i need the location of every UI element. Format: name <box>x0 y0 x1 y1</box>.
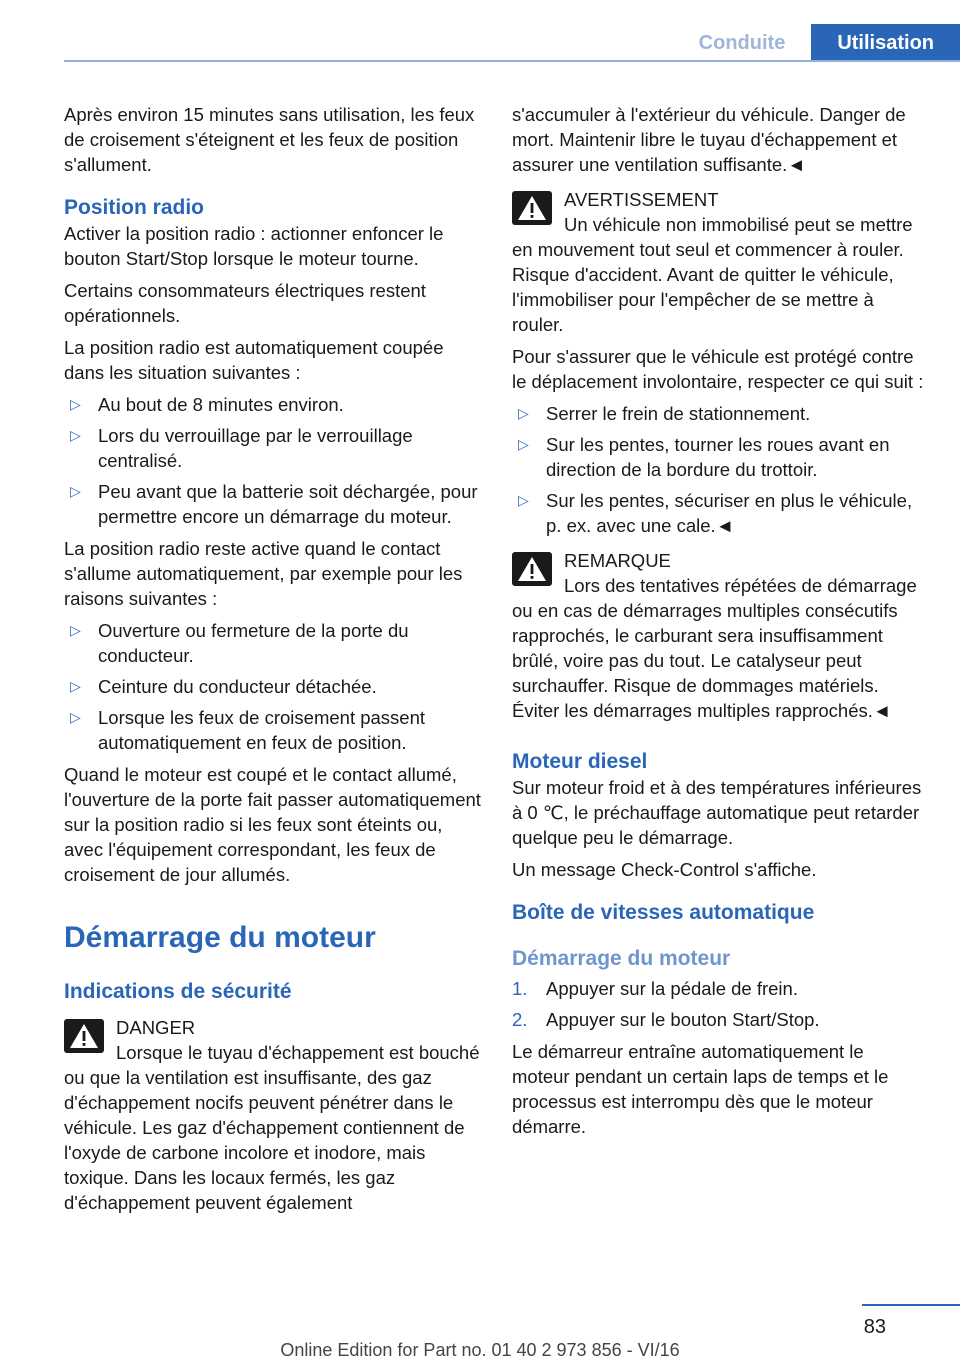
warning-triangle-icon <box>512 552 552 586</box>
warning-triangle-icon <box>512 191 552 225</box>
list-item-text: Appuyer sur le bouton Start/Stop. <box>546 1009 820 1030</box>
intro-paragraph: Après environ 15 minutes sans utilisation, les feux de croisement s'éteignent et les feux de position s'allument. <box>64 104 475 175</box>
radio-paragraph-3: La position radio est automatiquement coupée dans les situation suivantes : <box>64 337 444 383</box>
list-item-text: Sur les pentes, tourner les roues avant en direction de la bordure du trottoir. <box>546 434 890 480</box>
final-paragraph: Le démarreur entraîne automatiquement le moteur pendant un certain laps de temps et le processus est interrompu dès que le moteur démarre. <box>512 1041 889 1137</box>
header-rule <box>64 60 960 62</box>
warning-text: Un véhicule non immobilisé peut se mettre en mouvement tout seul et commencer à rouler. Risque d'accident. Avant de quitter le véhicule, l'immobiliser pour l'empêcher de se mettre à rouler. <box>512 214 913 335</box>
radio-heading: Position radio <box>64 196 205 219</box>
warning-triangle-icon <box>64 1019 104 1053</box>
note-notice <box>512 548 926 723</box>
diesel-paragraph-1: Sur moteur froid et à des températures inférieures à 0 ℃, le préchauffage automatique peut retarder quelque peu le démarrage. <box>512 777 922 848</box>
radio-active-list <box>64 618 484 755</box>
list-item <box>64 423 484 473</box>
radio-paragraph-5: Quand le moteur est coupé et le contact allumé, l'ouverture de la porte fait passer automatiquement sur la position radio si les feux sont éteints ou, avec l'équipement correspondant, les feux de croisement de jour allumés. <box>64 764 481 885</box>
warning-notice <box>512 187 926 337</box>
list-item <box>64 392 484 417</box>
engine-start-heading: Démarrage du moteur <box>512 947 731 970</box>
diesel-heading: Moteur diesel <box>512 750 648 773</box>
radio-paragraph-2: Certains consommateurs électriques restent opérationnels. <box>64 280 426 326</box>
left-column <box>64 102 484 1222</box>
list-item <box>64 674 484 699</box>
step-number: 1. <box>512 978 528 999</box>
triangle-right-icon: ▷ <box>70 396 81 412</box>
list-item-text: Peu avant que la batterie soit déchargée, pour permettre encore un démarrage du moteur. <box>98 481 478 527</box>
triangle-right-icon: ▷ <box>518 405 529 421</box>
triangle-right-icon: ▷ <box>70 483 81 499</box>
list-item <box>512 432 926 482</box>
list-item-text: Serrer le frein de stationnement. <box>546 403 811 424</box>
list-item <box>512 1007 926 1032</box>
start-steps-list <box>512 976 926 1032</box>
triangle-right-icon: ▷ <box>518 492 529 508</box>
warning-title: AVERTISSEMENT <box>564 189 719 210</box>
list-item <box>64 618 484 668</box>
header-tabs <box>673 24 960 62</box>
list-item-text: Ouverture ou fermeture de la porte du conducteur. <box>98 620 409 666</box>
note-title: REMARQUE <box>564 550 671 571</box>
radio-paragraph-1: Activer la position radio : actionner enfoncer le bouton Start/Stop lorsque le moteur tourne. <box>64 223 444 269</box>
list-item <box>64 705 484 755</box>
list-item <box>512 976 926 1001</box>
secure-list <box>512 401 926 538</box>
list-item-text: Ceinture du conducteur détachée. <box>98 676 377 697</box>
list-item <box>512 401 926 426</box>
list-item-text: Lors du verrouillage par le verrouillage centralisé. <box>98 425 413 471</box>
triangle-right-icon: ▷ <box>70 709 81 725</box>
danger-text: Lorsque le tuyau d'échappement est bouché ou que la ventilation est insuffisante, des gaz d'échappement nocifs peuvent pénétrer dans le véhicule. Les gaz d'échappement contiennent de l'oxyde de carbone incolore et inodore, mais toxique. Dans les locaux fermés, les gaz d'échappement peuvent également <box>64 1042 480 1213</box>
danger-notice <box>64 1015 484 1215</box>
diesel-paragraph-2: Un message Check-Control s'affiche. <box>512 859 817 880</box>
danger-title: DANGER <box>116 1017 196 1038</box>
danger-continuation: s'accumuler à l'extérieur du véhicule. Danger de mort. Maintenir libre le tuyau d'échappement et assurer une ventilation suffisante.◄ <box>512 104 906 175</box>
page-number: 83 <box>863 1316 886 1338</box>
list-item-text: Appuyer sur la pédale de frein. <box>546 978 798 999</box>
secure-paragraph: Pour s'assurer que le véhicule est protégé contre le déplacement involontaire, respecter ce qui suit : <box>512 346 924 392</box>
list-item <box>64 479 484 529</box>
list-item-text: Au bout de 8 minutes environ. <box>98 394 344 415</box>
triangle-right-icon: ▷ <box>518 436 529 452</box>
automatic-gearbox-heading: Boîte de vitesses automatique <box>512 901 815 924</box>
footer-rule <box>862 1304 960 1306</box>
list-item-text: Lorsque les feux de croisement passent automatiquement en feux de position. <box>98 707 426 753</box>
right-column <box>512 102 926 1146</box>
note-text: Lors des tentatives répétées de démarrage ou en cas de démarrages multiples consécutifs rapprochés, le carburant sera insuffisamment brûlé, voire pas du tout. Le catalyseur peut surchauffer. Risque de dommages matériels. Éviter les démarrages multiples rapprochés.◄ <box>512 575 917 721</box>
tab-conduite[interactable]: Conduite <box>673 24 812 62</box>
step-number: 2. <box>512 1009 528 1030</box>
chapter-heading: Démarrage du moteur <box>64 921 376 954</box>
edition-footer: Online Edition for Part no. 01 40 2 973 856 - VI/16 <box>280 1340 680 1360</box>
triangle-right-icon: ▷ <box>70 622 81 638</box>
list-item-text: Sur les pentes, sécuriser en plus le véhicule, p. ex. avec une cale.◄ <box>546 490 913 536</box>
triangle-right-icon: ▷ <box>70 678 81 694</box>
radio-off-list <box>64 392 484 529</box>
triangle-right-icon: ▷ <box>70 427 81 443</box>
list-item <box>512 488 926 538</box>
safety-heading: Indications de sécurité <box>64 980 292 1003</box>
radio-paragraph-4: La position radio reste active quand le contact s'allume automatiquement, par exemple pour les raisons suivantes : <box>64 538 463 609</box>
tab-utilisation[interactable]: Utilisation <box>811 24 960 62</box>
